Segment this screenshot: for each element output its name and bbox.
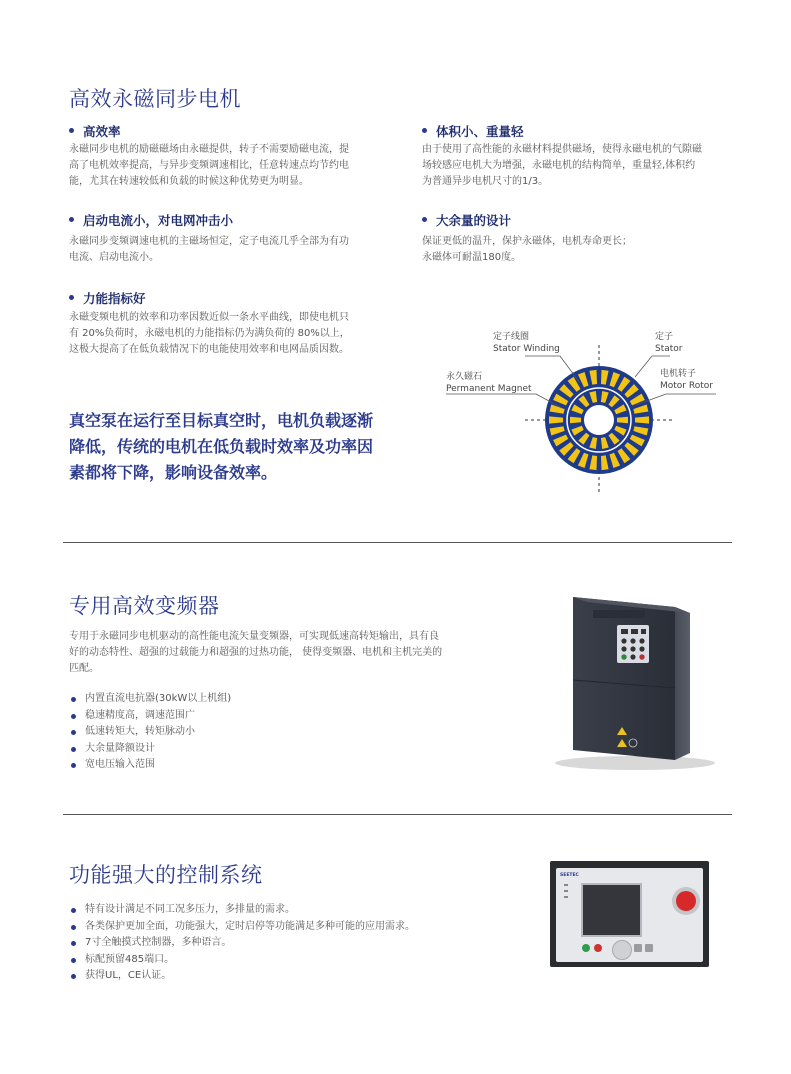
feature-text-efficiency: 永磁同步电机的励磁磁场由永磁提供，转子不需要励磁电流，提 高了电机效率提高，与异步变频调速相比，任意转速点均节约电 能，尤其在转速较低和负载的时候这种优势更为明显。 [69,144,349,187]
function-key [634,944,642,952]
label-stator-winding: 定子线圈 Stator Winding [493,332,560,354]
function-key [645,944,653,952]
feature-text-compact: 由于使用了高性能的永磁材料提供磁场，使得永磁电机的气隙磁 场较感应电机大为增强，永磁电机的结构简单，重量轻,体积约 为普通异步电机尺寸的1/3。 [422,144,702,187]
feature-text-energy: 永磁变频电机的效率和功率因数近似一条水平曲线，即使电机只 有 20%负荷时，永磁电机的力能指标仍为满负荷的 80%以上， 这极大提高了在低负载情况下的电能使用效率和电网品质因数。 [69,312,350,355]
list-item: 7寸全触摸式控制器，多种语言。 [69,935,415,952]
section-title-control-system: 功能强大的控制系统 [69,863,263,887]
feature-heading-energy: 力能指标好 [69,289,146,307]
bullet-dot [69,217,74,222]
list-item: 稳速精度高，调速范围广 [69,708,231,725]
navigation-pad [612,940,632,960]
label-permanent-magnet: 永久磁石 Permanent Magnet [446,372,532,394]
start-button [582,944,590,952]
list-item: 大余量降额设计 [69,741,231,758]
leader-magnet [446,394,562,408]
controller-panel-image [550,861,709,967]
list-item: 标配预留485端口。 [69,952,415,969]
feature-heading-margin: 大余量的设计 [422,211,511,229]
list-item: 宽电压输入范围 [69,757,231,774]
feature-heading-startup: 启动电流小，对电网冲击小 [69,211,233,229]
feature-heading-compact: 体积小、重量轻 [422,122,524,140]
motor-drawing [525,345,675,495]
feature-heading-efficiency: 高效率 [69,122,121,140]
list-item: 内置直流电抗器(30kW以上机组) [69,691,231,708]
feature-text-startup: 永磁同步变频调速电机的主磁场恒定，定子电流几乎全部为有功 电流、启动电流小。 [69,236,349,263]
inverter-feature-list [69,691,231,774]
section-title-inverter: 专用高效变频器 [69,594,220,618]
panel-mark [564,890,568,892]
emergency-stop-button [676,891,696,911]
section-title-motor: 高效永磁同步电机 [69,87,241,111]
bullet-dot [69,128,74,133]
list-item: 特有设计满足不同工况多压力，多排量的需求。 [69,902,415,919]
list-item: 各类保护更加全面，功能强大，定时启停等功能满足多种可能的应用需求。 [69,919,415,936]
section-divider-1 [63,542,732,543]
control-feature-list [69,902,415,985]
label-stator: 定子 Stator [655,332,683,354]
panel-mark [564,884,568,886]
controller-panel-face [556,868,703,962]
stator-winding-slot [635,416,649,423]
bullet-dot [422,217,427,222]
panel-mark [564,896,568,898]
label-motor-rotor: 电机转子 Motor Rotor [660,369,713,391]
list-item: 低速转矩大，转矩脉动小 [69,724,231,741]
section-divider-2 [63,814,732,815]
callout-text: 真空泵在运行至目标真空时，电机负载逐渐 降低，传统的电机在低负载时效率及功率因 素都将下降，影响设备效率。 [69,411,374,482]
emergency-stop-base [672,887,700,915]
bullet-dot [422,128,427,133]
motor-cross-section-diagram [440,325,750,500]
feature-text-margin: 保证更低的温升，保护永磁体，电机寿命更长； 永磁体可耐温180度。 [422,236,632,263]
rotor-shaft-hole [584,405,614,435]
bullet-dot [69,295,74,300]
stop-button [594,944,602,952]
controller-touchscreen [581,883,642,937]
panel-brand-logo: SEETEC [560,873,579,878]
list-item: 获得UL，CE认证。 [69,968,415,985]
permanent-magnet-segment [570,417,581,424]
permanent-magnet-segment [617,417,628,424]
inverter-product-image [535,585,735,780]
stator-winding-slot [549,416,563,423]
inverter-intro-text: 专用于永磁同步电机驱动的高性能电流矢量变频器，可实现低速高转矩输出，具有良 好的动态特性、超强的过载能力和超强的过热功能， 使得变频器、电机和主机完美的 匹配。 [69,631,443,674]
